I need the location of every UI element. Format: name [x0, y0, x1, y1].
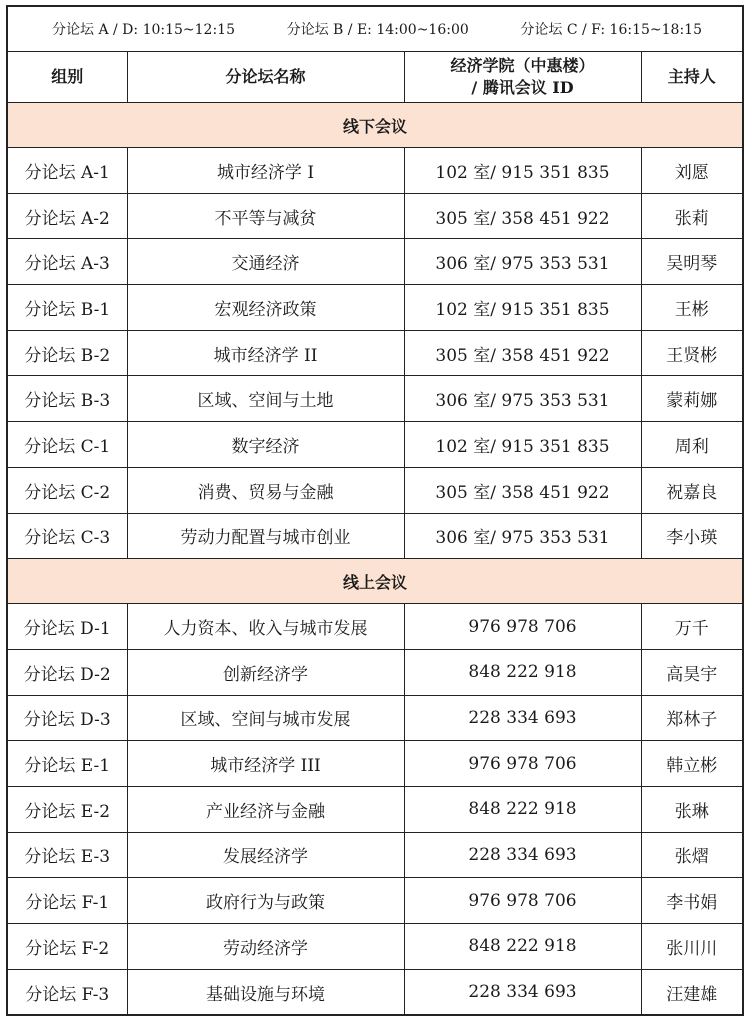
- table-row: [8, 193, 742, 239]
- time-slot-bar: [8, 7, 742, 52]
- table-row: [8, 924, 742, 970]
- table-row: [8, 786, 742, 832]
- cell-host: 周利: [641, 422, 742, 468]
- table-row: [8, 376, 742, 422]
- forum-schedule-sheet: [6, 5, 744, 1016]
- cell-host: 高昊宇: [641, 649, 742, 695]
- cell-host: 韩立彬: [641, 741, 742, 787]
- table-row: [8, 467, 742, 513]
- cell-group: 分论坛 D-2: [8, 649, 127, 695]
- cell-group: 分论坛 B-2: [8, 330, 127, 376]
- section-title: 线上会议: [8, 559, 742, 604]
- cell-room: 848 222 918: [404, 649, 641, 695]
- table-row: [8, 832, 742, 878]
- cell-group: 分论坛 E-1: [8, 741, 127, 787]
- cell-host: 李书娟: [641, 878, 742, 924]
- cell-host: 郑林子: [641, 695, 742, 741]
- cell-group: 分论坛 B-3: [8, 376, 127, 422]
- cell-host: 祝嘉良: [641, 467, 742, 513]
- cell-group: 分论坛 C-3: [8, 513, 127, 559]
- cell-group: 分论坛 C-1: [8, 422, 127, 468]
- cell-forum-name: 不平等与减贫: [127, 193, 404, 239]
- table-row: [8, 285, 742, 331]
- time-slot-ad: 分论坛 A / D: 10:15~12:15: [52, 22, 235, 38]
- table-row: [8, 695, 742, 741]
- section-row: [8, 103, 742, 148]
- cell-group: 分论坛 A-3: [8, 239, 127, 285]
- cell-room: 305 室/ 358 451 922: [404, 330, 641, 376]
- cell-group: 分论坛 F-2: [8, 924, 127, 970]
- cell-group: 分论坛 B-1: [8, 285, 127, 331]
- cell-host: 王贤彬: [641, 330, 742, 376]
- cell-forum-name: 基础设施与环境: [127, 969, 404, 1014]
- section-title: 线下会议: [8, 103, 742, 148]
- cell-host: 吴明琴: [641, 239, 742, 285]
- cell-group: 分论坛 F-3: [8, 969, 127, 1014]
- time-slot-cf: 分论坛 C / F: 16:15~18:15: [520, 22, 702, 38]
- cell-forum-name: 发展经济学: [127, 832, 404, 878]
- table-row: [8, 604, 742, 650]
- cell-room: 306 室/ 975 353 531: [404, 513, 641, 559]
- cell-forum-name: 数字经济: [127, 422, 404, 468]
- cell-host: 张琳: [641, 786, 742, 832]
- table-row: [8, 878, 742, 924]
- cell-room: 305 室/ 358 451 922: [404, 193, 641, 239]
- schedule-body: [8, 103, 742, 1015]
- header-room-line1: 经济学院（中惠楼）: [450, 56, 595, 75]
- cell-room: 976 978 706: [404, 604, 641, 650]
- cell-forum-name: 城市经济学 III: [127, 741, 404, 787]
- cell-group: 分论坛 A-2: [8, 193, 127, 239]
- cell-group: 分论坛 E-3: [8, 832, 127, 878]
- cell-group: 分论坛 F-1: [8, 878, 127, 924]
- cell-room: 102 室/ 915 351 835: [404, 148, 641, 194]
- cell-room: 976 978 706: [404, 741, 641, 787]
- cell-forum-name: 产业经济与金融: [127, 786, 404, 832]
- table-row: [8, 422, 742, 468]
- schedule-table: [8, 52, 742, 1014]
- cell-host: 汪建雄: [641, 969, 742, 1014]
- cell-room: 102 室/ 915 351 835: [404, 285, 641, 331]
- cell-group: 分论坛 E-2: [8, 786, 127, 832]
- cell-host: 张莉: [641, 193, 742, 239]
- cell-room: 306 室/ 975 353 531: [404, 239, 641, 285]
- table-row: [8, 741, 742, 787]
- cell-group: 分论坛 D-1: [8, 604, 127, 650]
- header-room-line2: / 腾讯会议 ID: [471, 78, 574, 97]
- table-row: [8, 239, 742, 285]
- table-row: [8, 513, 742, 559]
- cell-room: 848 222 918: [404, 786, 641, 832]
- cell-host: 蒙莉娜: [641, 376, 742, 422]
- cell-forum-name: 交通经济: [127, 239, 404, 285]
- cell-forum-name: 创新经济学: [127, 649, 404, 695]
- cell-forum-name: 政府行为与政策: [127, 878, 404, 924]
- time-slot-be: 分论坛 B / E: 14:00~16:00: [286, 22, 469, 38]
- cell-forum-name: 区域、空间与城市发展: [127, 695, 404, 741]
- table-row: [8, 330, 742, 376]
- cell-host: 李小瑛: [641, 513, 742, 559]
- header-forum-name: 分论坛名称: [127, 52, 404, 103]
- cell-group: 分论坛 D-3: [8, 695, 127, 741]
- cell-host: 张川川: [641, 924, 742, 970]
- cell-forum-name: 消费、贸易与金融: [127, 467, 404, 513]
- cell-forum-name: 区域、空间与土地: [127, 376, 404, 422]
- section-row: [8, 559, 742, 604]
- cell-forum-name: 宏观经济政策: [127, 285, 404, 331]
- header-host: 主持人: [641, 52, 742, 103]
- cell-host: 刘愿: [641, 148, 742, 194]
- cell-room: 306 室/ 975 353 531: [404, 376, 641, 422]
- cell-forum-name: 劳动经济学: [127, 924, 404, 970]
- cell-forum-name: 城市经济学 I: [127, 148, 404, 194]
- cell-room: 848 222 918: [404, 924, 641, 970]
- cell-room: 976 978 706: [404, 878, 641, 924]
- cell-room: 228 334 693: [404, 969, 641, 1014]
- header-row: [8, 52, 742, 103]
- table-row: [8, 148, 742, 194]
- table-row: [8, 969, 742, 1014]
- cell-host: 张熠: [641, 832, 742, 878]
- header-group: 组别: [8, 52, 127, 103]
- cell-group: 分论坛 A-1: [8, 148, 127, 194]
- cell-room: 228 334 693: [404, 695, 641, 741]
- cell-room: 228 334 693: [404, 832, 641, 878]
- cell-host: 王彬: [641, 285, 742, 331]
- cell-room: 102 室/ 915 351 835: [404, 422, 641, 468]
- cell-forum-name: 劳动力配置与城市创业: [127, 513, 404, 559]
- cell-forum-name: 人力资本、收入与城市发展: [127, 604, 404, 650]
- cell-host: 万千: [641, 604, 742, 650]
- cell-group: 分论坛 C-2: [8, 467, 127, 513]
- cell-room: 305 室/ 358 451 922: [404, 467, 641, 513]
- header-room: [404, 52, 641, 103]
- cell-forum-name: 城市经济学 II: [127, 330, 404, 376]
- table-row: [8, 649, 742, 695]
